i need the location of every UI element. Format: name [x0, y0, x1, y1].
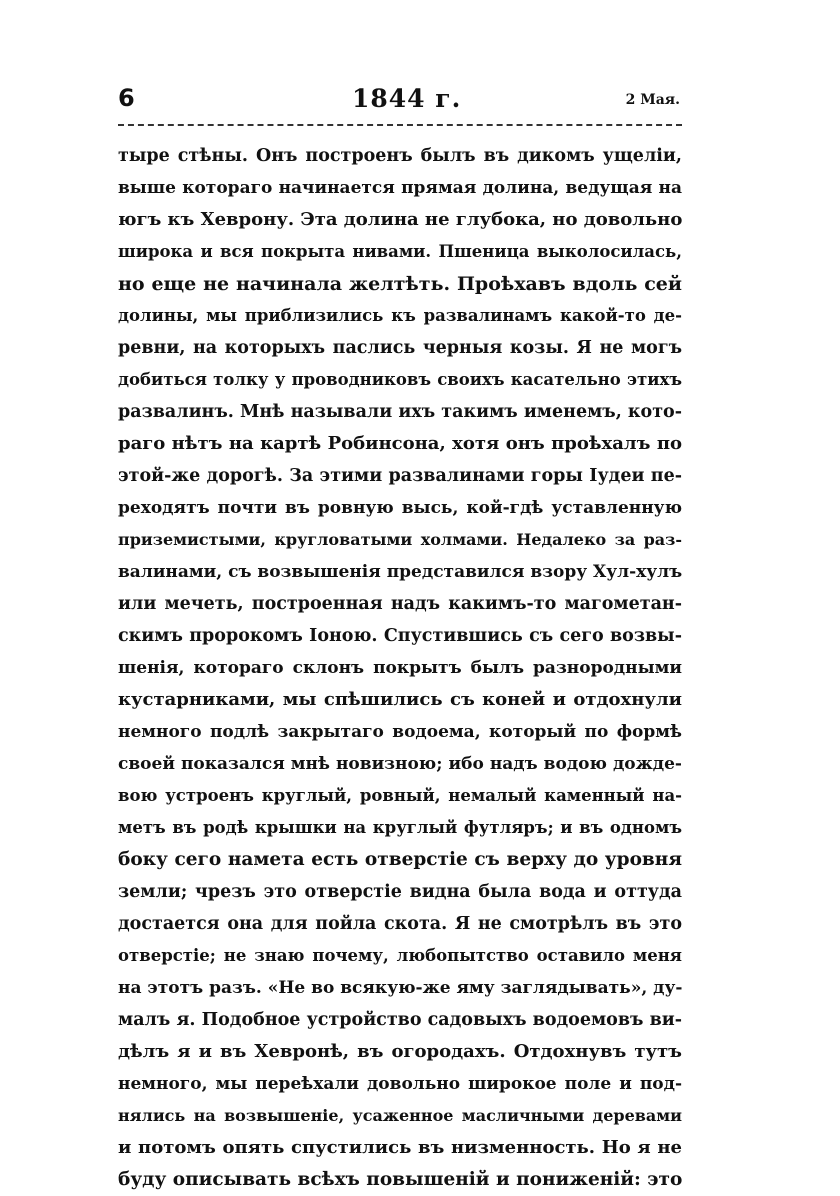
text-line: широка и вся покрыта нивами. Пшеница выколосилась,: [118, 242, 682, 261]
text-line: этой-же дорогѣ. За этими развалинами горы Iудеи пе-: [118, 466, 682, 486]
text-line: на этотъ разъ. «Не во всякую-же яму заглядывать», ду-: [118, 978, 682, 998]
text-line: своей показался мнѣ новизною; ибо надъ водою дожде-: [118, 754, 682, 774]
text-line: выше котораго начинается прямая долина, ведущая на: [118, 178, 682, 198]
text-line: или мечеть, построенная надъ какимъ-то магометан-: [118, 594, 682, 614]
page-number: 6: [118, 84, 135, 112]
text-line: немного подлѣ закрытаго водоема, который по формѣ: [118, 722, 682, 742]
text-line: тыре стѣны. Онъ построенъ былъ въ дикомъ ущелiи,: [118, 146, 682, 166]
text-line: долины, мы приблизились къ развалинамъ какой-то де-: [118, 306, 682, 325]
text-line: развалинъ. Мнѣ называли ихъ такимъ именемъ, кото-: [118, 402, 682, 422]
text-line: земли; чрезъ это отверстiе видна была вода и оттуда: [118, 882, 682, 902]
text-line: вою устроенъ круглый, ровный, немалый каменный на-: [118, 786, 682, 805]
text-line: немного, мы переѣхали довольно широкое поле и под-: [118, 1074, 682, 1094]
page-date: 2 Мая.: [625, 92, 680, 108]
text-line: добиться толку у проводниковъ своихъ касательно этихъ: [118, 370, 682, 389]
text-line: югъ къ Хеврону. Эта долина не глубока, но довольно: [118, 209, 682, 230]
page-year-heading: 1844 г.: [352, 84, 462, 113]
text-line: отверстiе; не знаю почему, любопытство оставило меня: [118, 946, 682, 965]
running-head: [118, 84, 682, 118]
body-text: [118, 140, 682, 1196]
text-line: реходятъ почти въ ровную высь, кой-гдѣ уставленную: [118, 498, 682, 518]
text-line: метъ въ родѣ крышки на круглый футляръ; и въ одномъ: [118, 818, 682, 837]
text-line: кустарниками, мы спѣшились съ коней и отдохнули: [118, 689, 682, 710]
text-line: шенiя, котораго склонъ покрытъ былъ разнородными: [118, 658, 682, 678]
text-line: дѣлъ я и въ Хевронѣ, въ огородахъ. Отдохнувъ тутъ: [118, 1041, 682, 1062]
text-line: валинами, съ возвышенiя представился взору Хул-хулъ: [118, 562, 682, 582]
text-line: раго нѣтъ на картѣ Робинсона, хотя онъ проѣхалъ по: [118, 433, 682, 454]
text-line: и потомъ опять спустились въ низменность. Но я не: [118, 1137, 682, 1158]
text-line: малъ я. Подобное устройство садовыхъ водоемовъ ви-: [118, 1010, 682, 1030]
text-line: достается она для пойла скота. Я не смотрѣлъ въ это: [118, 914, 682, 934]
header-rule: [118, 124, 682, 126]
text-line: но еще не начинала желтѣть. Проѣхавъ вдоль сей: [118, 273, 682, 295]
text-line: нялись на возвышенiе, усаженное масличными деревами: [118, 1106, 682, 1125]
text-line: ревни, на которыхъ паслись черныя козы. Я не могъ: [118, 338, 682, 358]
text-line: скимъ пророкомъ Iоною. Спустившись съ сего возвы-: [118, 626, 682, 646]
text-line: буду описывать всѣхъ повышенiй и пониженiй: это: [118, 1169, 682, 1190]
text-line: боку сего намета есть отверстiе съ верху до уровня: [118, 849, 682, 870]
text-line: приземистыми, кругловатыми холмами. Недалеко за раз-: [118, 530, 682, 549]
